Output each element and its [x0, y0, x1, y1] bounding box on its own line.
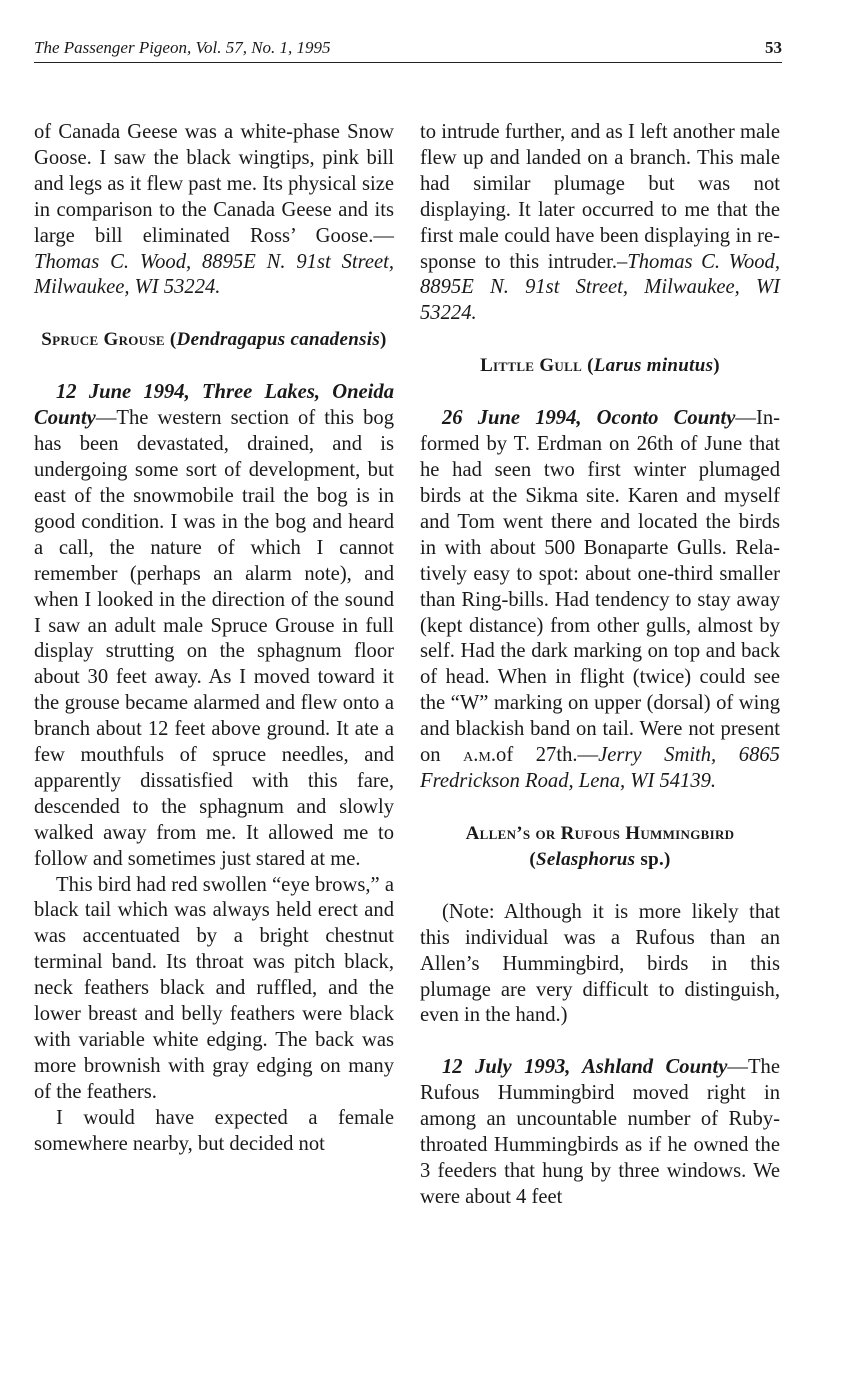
paragraph-spacer [420, 1029, 780, 1055]
left-column [34, 120, 394, 1158]
paragraph-hummingbird [420, 1055, 780, 1210]
journal-citation: The Passenger Pigeon, Vol. 57, No. 1, 1995 [34, 38, 331, 57]
record-date-location: 12 June 1994, Three Lakes, Oneida County [34, 381, 394, 430]
paragraph-text: to intrude further, and as I left another male flew up and landed on a branch. This male had similar plumage but was not displaying. It later occurred to me that the first male could have been displaying in response to this intruder.– [420, 121, 780, 273]
species-scientific-name: Selasphorus [535, 848, 636, 870]
paragraph-text-tail: of 27th.— [496, 744, 599, 767]
paragraph-spruce-grouse-2: This bird had red swollen “eye brows,” a black tail which was always held erect and was accentuated by a bright chestnut terminal band. Its throat was pitch black, neck feathers black and ruffled, and the lower breast and belly feathers were black with variable white edging. The back was more brownish with gray edging on many of the feathers. [34, 873, 394, 1103]
observer-signature: Thomas C. Wood, 8895E N. 91st Street, Milwaukee, WI 53224. [34, 250, 394, 299]
paragraph-text: —The Rufous Hummingbird moved right in among an uncountable number of Ruby-throated Hummingbirds as if he owned the 3 feeders that hung by three windows. We were about 4 feet [420, 1056, 780, 1208]
species-scientific-name: Larus minutus [593, 355, 714, 377]
paragraph-editor-note: (Note: Although it is more likely that this individual was a Rufous than an Allen’s Hummingbird, birds in this plumage are very difficult to distinguish, even in the hand.) [420, 900, 780, 1027]
species-common-name: Little Gull [480, 355, 583, 377]
right-column [420, 120, 780, 1211]
paragraph-text: of Canada Geese was a white-phase Snow Goose. I saw the black wingtips, pink bill and legs as it flew past me. Its physical size in comparison to the Canada Geese and its large bill eliminated Ross’ Goose.— [34, 121, 394, 247]
paragraph-spruce-grouse-1 [34, 380, 394, 872]
record-date-location: 12 July 1993, Ashland County [442, 1056, 728, 1079]
page-number: 53 [765, 38, 782, 57]
species-abbreviation: sp. [640, 848, 665, 870]
species-heading-little-gull: Little Gull (Larus minutus) [480, 355, 720, 377]
species-common-name: Allen’s or Rufous Hummingbird [465, 822, 735, 844]
paragraph-snow-goose-end [34, 120, 394, 301]
paragraph-text: —The western section of this bog has been devastated, drained, and is undergoing some sort of development, but east of the snowmobile trail the bog is in good condition. I was in the bog and heard a call, the nature of which I cannot remember (perhaps an alarm note), and when I looked in the direction of the sound I saw an adult male Spruce Grouse in full display strutting on the sphagnum floor about 30 feet away. As I moved toward it the grouse became alarmed and flew onto a branch about 12 feet above ground. It ate a few mouthfuls of spruce needles, and apparently dissatisfied with this fare, descended to the sphagnum and slowly walked away from me. It allowed me to follow and sometimes just stared at me. [34, 407, 394, 870]
species-heading-hummingbird: Allen’s or Rufous Hummingbird (Selasphorus sp.) [465, 822, 735, 870]
running-header [34, 38, 782, 63]
paragraph-spruce-grouse-end [420, 120, 780, 327]
observer-signature: Jerry Smith, 6865 Fredrickson Road, Lena, WI 54139. [420, 744, 780, 792]
paragraph-text: —Informed by T. Erdman on 26th of June that he had seen two first winter plumaged birds at the Sikma site. Karen and myself and Tom went there and located the birds in with about 500 Bonaparte Gulls. Relatively easy to spot: about one-third smaller than Ring-bills. Had tendency to stay away (kept distance) from other gulls, almost by self. Had the dark marking on top and back of head. When in flight (twice) could see the “W” marking on upper (dorsal) of wing and blackish band on tail. Were not present on [420, 407, 780, 767]
time-abbreviation: a.m. [463, 744, 497, 767]
observer-signature: Thomas C. Wood, 8895E N. 91st Street, Milwaukee, WI 53224. [420, 250, 780, 325]
paragraph-little-gull [420, 406, 780, 795]
record-date-location: 26 June 1994, Oconto County [442, 407, 736, 430]
species-heading-spruce-grouse: Spruce Grouse (Dendragapus canadensis) [41, 329, 387, 351]
species-common-name: Spruce Grouse [41, 329, 165, 351]
species-scientific-name: Dendragapus canadensis [176, 329, 381, 351]
paragraph-spruce-grouse-3: I would have expected a female somewhere nearby, but decided not [34, 1106, 394, 1155]
